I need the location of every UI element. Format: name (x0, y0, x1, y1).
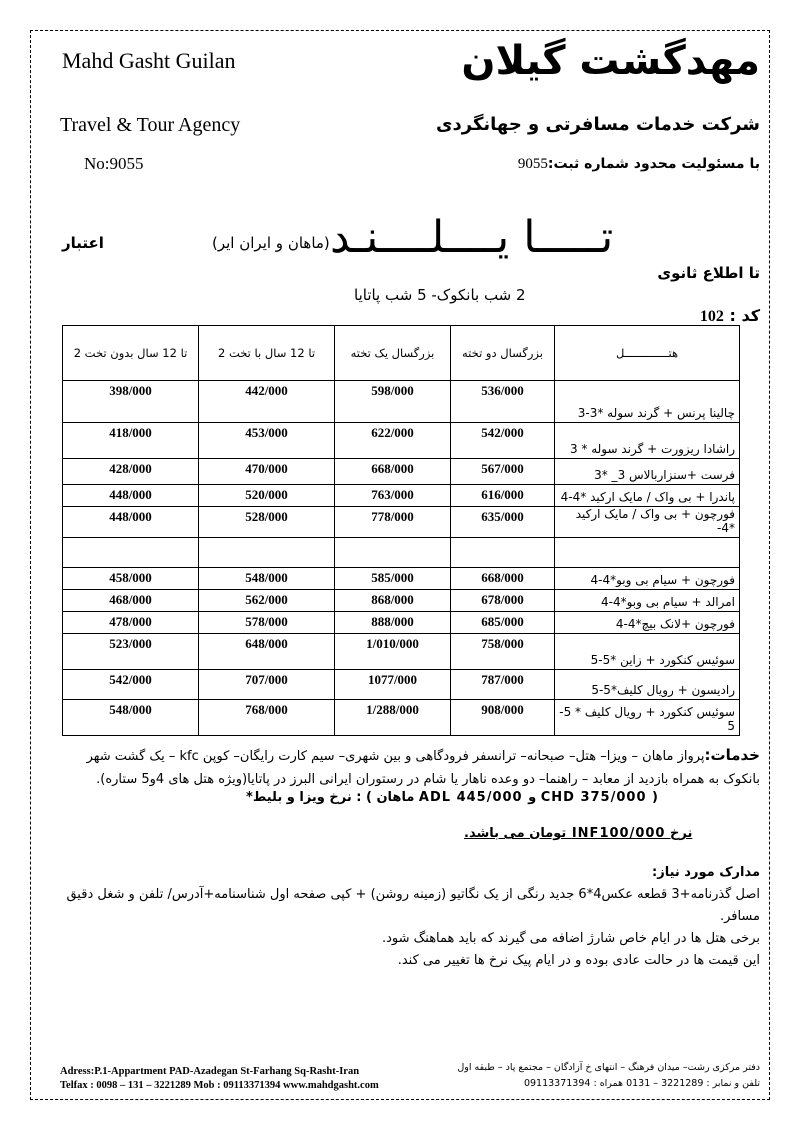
document-line: این قیمت ها در حالت عادی بوده و در ایام پیک نرخ ها تغییر می کند. (397, 953, 760, 968)
hotel-cell: امرالد + سیام بی وبو*4-4 (555, 590, 740, 612)
price-cell: 478/000 (63, 612, 199, 634)
price-cell: 768/000 (199, 700, 335, 736)
price-cell: 678/000 (451, 590, 555, 612)
tour-nights: 2 شب بانکوک- 5 شب پاتایا (354, 286, 526, 304)
tagline-fa: شرکت خدمات مسافرتی و جهانگردی (436, 114, 760, 135)
tour-code-label: کد : (729, 306, 760, 325)
price-cell (335, 538, 451, 568)
price-cell: 536/000 (451, 381, 555, 423)
hotel-cell: فرست +سنزاربالاس 3_ *3 (555, 459, 740, 485)
col-child-bed: 2 تا 12 سال با تخت (199, 326, 335, 381)
hotel-cell: رادیسون + رویال کلیف*5-5 (555, 670, 740, 700)
price-cell: 542/000 (63, 670, 199, 700)
hotel-cell: فورچون + سیام بی وبو*4-4 (555, 568, 740, 590)
price-cell: 598/000 (335, 381, 451, 423)
document-line: اصل گذرنامه+3 قطعه عکس4*6 جدید رنگی از یک نگاتیو (زمینه روشن) + کپی صفحه اول شناسنامه+آدرس/ تلفن و شغل دقیق مسافر. (66, 887, 760, 924)
price-cell: 418/000 (63, 423, 199, 459)
price-cell: 668/000 (335, 459, 451, 485)
price-cell: 448/000 (63, 507, 199, 538)
price-cell: 888/000 (335, 612, 451, 634)
table-row (63, 568, 740, 590)
price-cell: 562/000 (199, 590, 335, 612)
brand-name-fa: مهدگشت گیلان (461, 38, 760, 84)
table-row (63, 423, 740, 459)
price-cell: 458/000 (63, 568, 199, 590)
price-cell: 453/000 (199, 423, 335, 459)
footer-contact-en: Telfax : 0098 – 131 – 3221289 Mob : 09113371394 www.mahdgasht.com (60, 1080, 379, 1091)
price-table (62, 325, 740, 736)
price-cell: 1077/000 (335, 670, 451, 700)
price-cell: 548/000 (199, 568, 335, 590)
brand-name-en: Mahd Gasht Guilan (62, 48, 236, 73)
price-cell: 542/000 (451, 423, 555, 459)
table-row (63, 634, 740, 670)
price-cell: 707/000 (199, 670, 335, 700)
registration-label: با مسئولیت محدود شماره ثبت: (547, 156, 760, 172)
price-cell: 635/000 (451, 507, 555, 538)
col-child-nobed: 2 تا 12 سال بدون تخت (63, 326, 199, 381)
price-cell: 470/000 (199, 459, 335, 485)
price-cell: 1/010/000 (335, 634, 451, 670)
validity-until: تا اطلاع ثانوی (657, 264, 760, 282)
validity-label: اعتبار (62, 234, 104, 252)
footer-contact-fa: تلفن و نمابر : 3221289 – 0131 همراه : 09113371394 (523, 1078, 760, 1089)
services (60, 744, 760, 791)
price-cell: 523/000 (63, 634, 199, 670)
price-cell: 616/000 (451, 485, 555, 507)
table-row (63, 700, 740, 736)
price-cell: 468/000 (63, 590, 199, 612)
tour-code-value: 102 (699, 308, 724, 325)
visa-ticket-price: *نرخ ویزا و بلیط : ( ماهان ADL 445/000 و CHD 375/000 ) (246, 790, 658, 805)
registration-number-fa (518, 156, 760, 173)
tagline-en: Travel & Tour Agency (60, 114, 241, 136)
price-cell: 685/000 (451, 612, 555, 634)
price-cell: 622/000 (335, 423, 451, 459)
registration-value: 9055 (517, 156, 548, 172)
registration-number-en: No:9055 (84, 154, 144, 173)
table-header-row (63, 326, 740, 381)
price-cell: 528/000 (199, 507, 335, 538)
price-cell: 578/000 (199, 612, 335, 634)
price-cell: 648/000 (199, 634, 335, 670)
table-row (63, 670, 740, 700)
hotel-cell: پاندرا + بی واک / مایک ارکید *4-4 (555, 485, 740, 507)
price-cell: 758/000 (451, 634, 555, 670)
price-cell: 442/000 (199, 381, 335, 423)
hotel-cell: فورچون + بی واک / مایک ارکید *4- (555, 507, 740, 538)
table-row (63, 507, 740, 538)
price-cell: 908/000 (451, 700, 555, 736)
table-row (63, 485, 740, 507)
price-cell (451, 538, 555, 568)
table-row (63, 538, 740, 568)
required-documents (60, 862, 760, 972)
col-single: بزرگسال یک تخته (335, 326, 451, 381)
price-cell (63, 538, 199, 568)
price-cell: 868/000 (335, 590, 451, 612)
airlines: (ماهان و ایران ایر) (212, 234, 330, 252)
price-cell: 548/000 (63, 700, 199, 736)
hotel-cell: راشادا ریزورت + گرند سوله * 3 (555, 423, 740, 459)
destination-title: تـــــا یــــلــــنـد (330, 212, 614, 263)
price-cell: 668/000 (451, 568, 555, 590)
table-row (63, 459, 740, 485)
col-hotel: هتـــــــــــــل (555, 326, 740, 381)
col-double: بزرگسال دو تخته (451, 326, 555, 381)
footer-address-fa: دفتر مرکزی رشت– میدان فرهنگ – انتهای خ آزادگان – مجتمع پاد – طبقه اول (457, 1062, 760, 1073)
price-cell: 585/000 (335, 568, 451, 590)
price-cell (199, 538, 335, 568)
price-cell: 787/000 (451, 670, 555, 700)
hotel-cell: سوئیس کنکورد + زاین *5-5 (555, 634, 740, 670)
price-cell: 1/288/000 (335, 700, 451, 736)
hotel-cell: چالینا پرنس + گرند سوله *3-3 (555, 381, 740, 423)
price-cell: 763/000 (335, 485, 451, 507)
hotel-cell: فورچون +لانک بیچ*4-4 (555, 612, 740, 634)
documents-title: مدارک مورد نیاز: (652, 865, 760, 880)
document-line: برخی هتل ها در ایام خاص شارژ اضافه می گیرند که باید هماهنگ شود. (381, 931, 760, 946)
price-cell: 567/000 (451, 459, 555, 485)
hotel-cell (555, 538, 740, 568)
services-text: پرواز ماهان – ویزا– هتل– صبحانه– ترانسفر فرودگاهی و بین شهری– سیم کارت رایگان– کوپن kfc – یک گشت شهر بانکوک به همراه بازدید از معابد – راهنما– دو وعده ناهار یا شام در رستوران ایرانی البرز در پاتایا(ویژه هتل های 4و5 ستاره). (86, 749, 760, 787)
price-cell: 520/000 (199, 485, 335, 507)
table-row (63, 381, 740, 423)
table-row (63, 612, 740, 634)
hotel-cell: سوئیس کنکورد + رویال کلیف * 5-5 (555, 700, 740, 736)
infant-price: نرخ INF100/000 تومان می باشد. (464, 826, 693, 841)
tour-code (700, 306, 760, 326)
price-cell: 428/000 (63, 459, 199, 485)
services-label: خدمات: (704, 746, 760, 764)
footer-address-en: Adress:P.1-Appartment PAD-Azadegan St-Farhang Sq-Rasht-Iran (60, 1066, 360, 1077)
table-row (63, 590, 740, 612)
price-cell: 448/000 (63, 485, 199, 507)
price-cell: 778/000 (335, 507, 451, 538)
price-cell: 398/000 (63, 381, 199, 423)
